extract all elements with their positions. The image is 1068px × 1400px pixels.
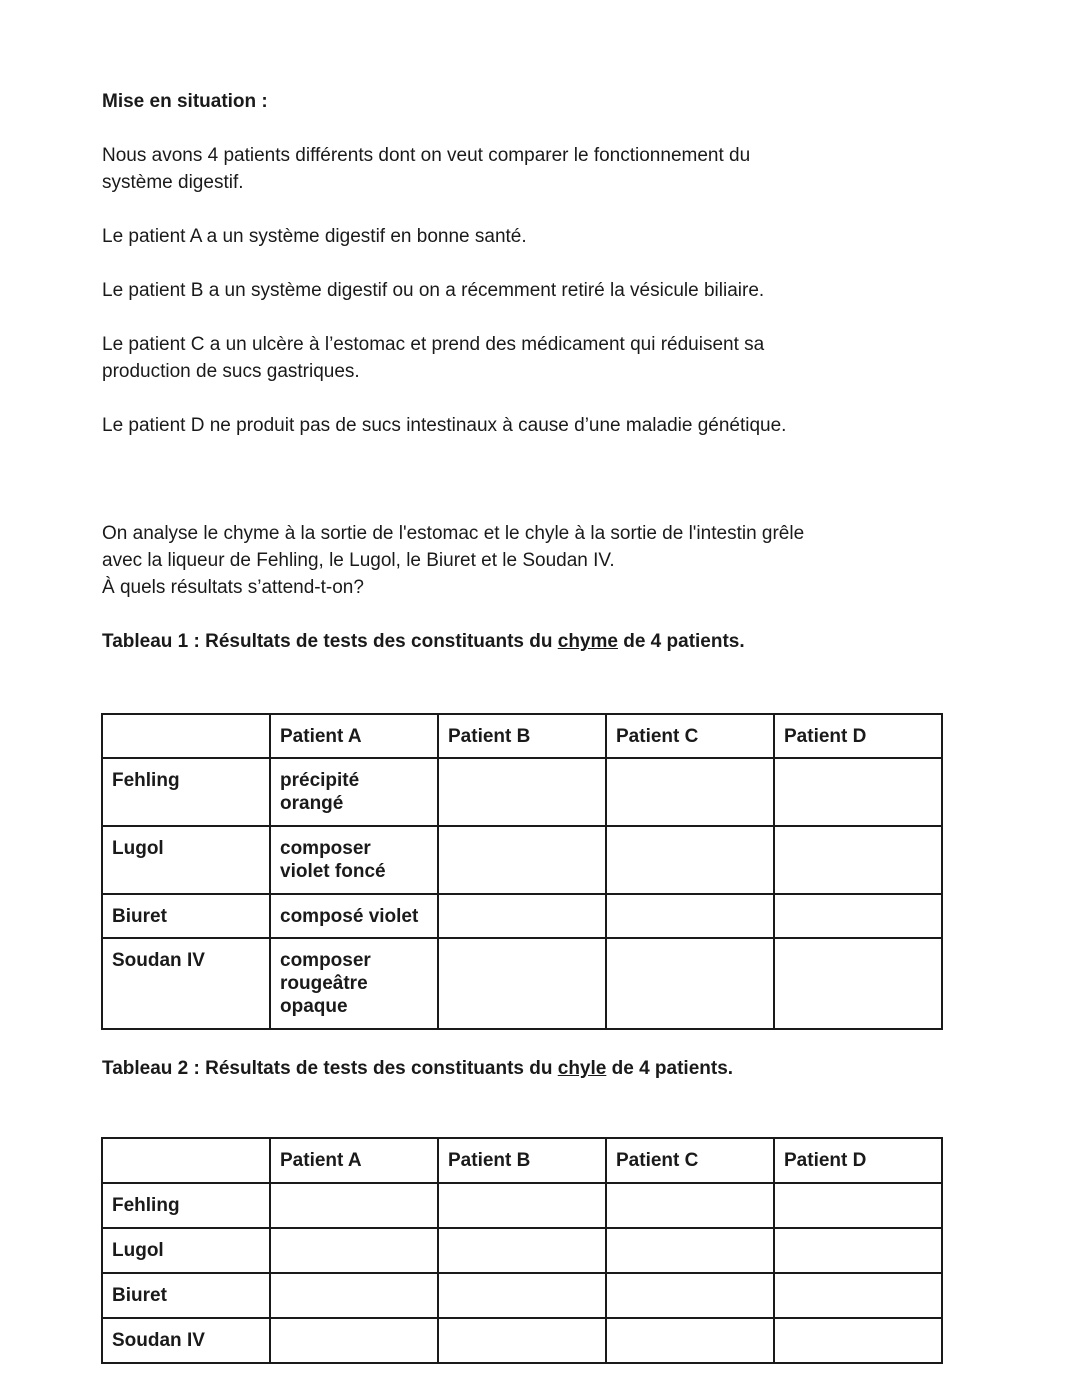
table2-caption-prefix: Tableau 2 : Résultats de tests des constituants du (102, 1058, 558, 1079)
header-patient-c: Patient C (606, 1138, 774, 1183)
cell-biuret-patient-b (438, 1273, 606, 1318)
cell-fehling-patient-a (270, 758, 438, 826)
cell-lugol-patient-c (606, 826, 774, 894)
cell-fehling-patient-c (606, 758, 774, 826)
row-label-fehling: Fehling (102, 1183, 270, 1228)
cell-lugol-patient-b (438, 1228, 606, 1273)
header-patient-a: Patient A (270, 714, 438, 758)
table-row (102, 938, 942, 1029)
analysis-line: À quels résultats s’attend-t-on? (102, 577, 364, 598)
cell-soudan-patient-c (606, 938, 774, 1029)
intro-line: Nous avons 4 patients différents dont on veut comparer le fonctionnement du (102, 145, 751, 166)
cell-lugol-patient-c (606, 1228, 774, 1273)
table-row (102, 826, 942, 894)
intro-paragraph (102, 142, 962, 196)
intro-line: système digestif. (102, 172, 244, 193)
cell-biuret-patient-c (606, 1273, 774, 1318)
analysis-line: On analyse le chyme à la sortie de l'estomac et le chyle à la sortie de l'intestin grêle (102, 523, 805, 544)
cell-soudan-patient-a (270, 1318, 438, 1363)
table2-caption (102, 1055, 962, 1082)
cell-line: composer (280, 950, 371, 971)
table1-caption-keyword: chyme (557, 631, 618, 652)
cell-soudan-patient-d (774, 1318, 942, 1363)
header-patient-d: Patient D (774, 1138, 942, 1183)
row-label-lugol: Lugol (102, 826, 270, 894)
patient-c-description (102, 331, 962, 385)
cell-fehling-patient-b (438, 758, 606, 826)
cell-fehling-patient-b (438, 1183, 606, 1228)
table-row (102, 894, 942, 938)
table-row (102, 1183, 942, 1228)
cell-biuret-patient-d (774, 1273, 942, 1318)
cell-lugol-patient-a (270, 1228, 438, 1273)
header-patient-a: Patient A (270, 1138, 438, 1183)
table-row (102, 758, 942, 826)
analysis-paragraph (102, 520, 962, 601)
cell-line: composé violet (280, 906, 419, 927)
analysis-line: avec la liqueur de Fehling, le Lugol, le Biuret et le Soudan IV. (102, 550, 615, 571)
cell-lugol-patient-a (270, 826, 438, 894)
cell-fehling-patient-c (606, 1183, 774, 1228)
cell-fehling-patient-d (774, 1183, 942, 1228)
cell-lugol-patient-d (774, 1228, 942, 1273)
cell-soudan-patient-c (606, 1318, 774, 1363)
row-label-fehling: Fehling (102, 758, 270, 826)
patient-c-line: production de sucs gastriques. (102, 361, 360, 382)
table2-caption-suffix: de 4 patients. (606, 1058, 734, 1079)
cell-soudan-patient-a (270, 938, 438, 1029)
table2-chyle-results (101, 1137, 943, 1364)
header-patient-c: Patient C (606, 714, 774, 758)
table-row (102, 1228, 942, 1273)
header-patient-b: Patient B (438, 1138, 606, 1183)
cell-lugol-patient-d (774, 826, 942, 894)
section-heading: Mise en situation : (102, 91, 268, 112)
row-label-biuret: Biuret (102, 1273, 270, 1318)
cell-fehling-patient-d (774, 758, 942, 826)
patient-b-description: Le patient B a un système digestif ou on a récemment retiré la vésicule biliaire. (102, 280, 765, 301)
corner-cell (102, 1138, 270, 1183)
cell-biuret-patient-d (774, 894, 942, 938)
cell-biuret-patient-b (438, 894, 606, 938)
patient-c-line: Le patient C a un ulcère à l’estomac et prend des médicament qui réduisent sa (102, 334, 765, 355)
cell-line: orangé (280, 793, 344, 814)
row-label-biuret: Biuret (102, 894, 270, 938)
table-header-row (102, 714, 942, 758)
table-row (102, 1318, 942, 1363)
cell-line: composer (280, 838, 371, 859)
header-patient-d: Patient D (774, 714, 942, 758)
cell-line: rougeâtre (280, 973, 368, 994)
corner-cell (102, 714, 270, 758)
table1-caption-suffix: de 4 patients. (617, 631, 745, 652)
cell-biuret-patient-a (270, 894, 438, 938)
patient-a-description: Le patient A a un système digestif en bonne santé. (102, 226, 527, 247)
table1-chyme-results (101, 713, 943, 1030)
table2-caption-keyword: chyle (557, 1058, 607, 1079)
cell-line: opaque (280, 996, 348, 1017)
document-body (102, 88, 962, 655)
cell-soudan-patient-d (774, 938, 942, 1029)
row-label-soudan: Soudan IV (102, 938, 270, 1029)
cell-line: précipité (280, 770, 360, 791)
table1-caption-prefix: Tableau 1 : Résultats de tests des constituants du (102, 631, 558, 652)
patient-d-description: Le patient D ne produit pas de sucs intestinaux à cause d’une maladie génétique. (102, 415, 787, 436)
cell-lugol-patient-b (438, 826, 606, 894)
cell-soudan-patient-b (438, 938, 606, 1029)
cell-biuret-patient-a (270, 1273, 438, 1318)
table2-caption-wrapper (102, 1055, 962, 1082)
table1-caption (102, 628, 962, 655)
cell-fehling-patient-a (270, 1183, 438, 1228)
cell-soudan-patient-b (438, 1318, 606, 1363)
row-label-lugol: Lugol (102, 1228, 270, 1273)
table-header-row (102, 1138, 942, 1183)
table-row (102, 1273, 942, 1318)
cell-line: violet foncé (280, 861, 386, 882)
cell-biuret-patient-c (606, 894, 774, 938)
row-label-soudan: Soudan IV (102, 1318, 270, 1363)
header-patient-b: Patient B (438, 714, 606, 758)
